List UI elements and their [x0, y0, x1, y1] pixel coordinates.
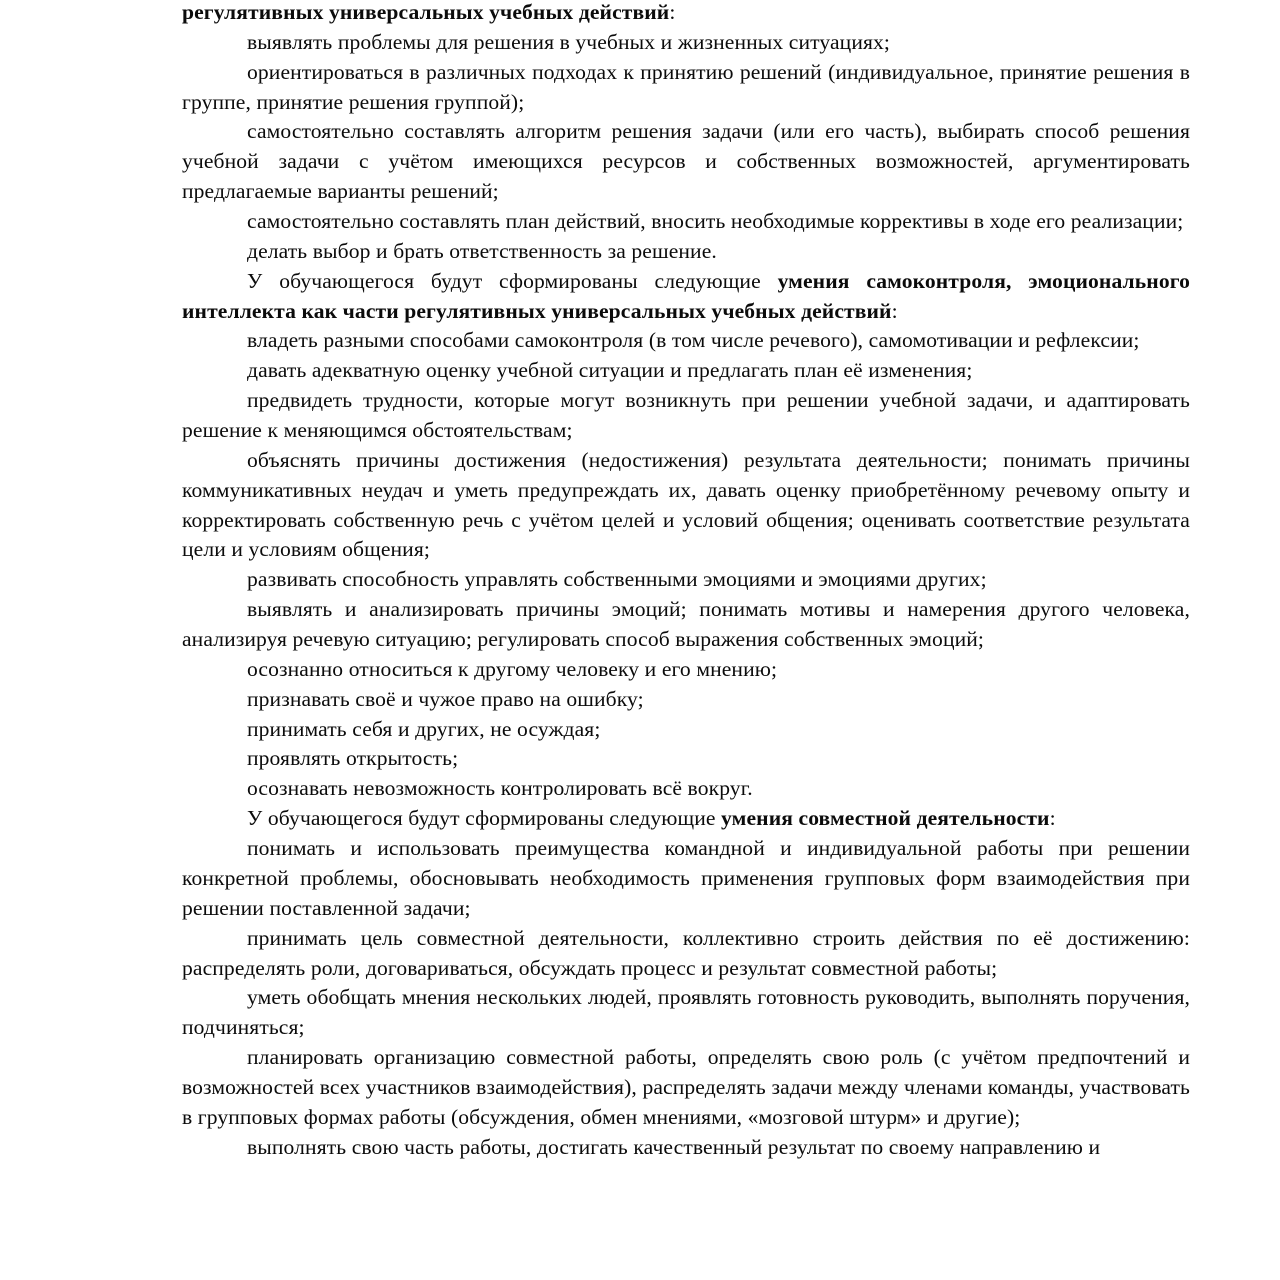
text-run: признавать своё и чужое право на ошибку; [247, 686, 644, 711]
text-run: : [669, 0, 676, 24]
text-run: предвидеть трудности, которые могут возникнуть при решении учебной задачи, и адаптировать решение к меняющимся обстоятельствам; [182, 388, 1190, 443]
paragraph [182, 28, 1190, 58]
paragraph [182, 804, 1190, 834]
text-run: давать адекватную оценку учебной ситуации и предлагать план её изменения; [247, 358, 973, 383]
text-run: владеть разными способами самоконтроля (в том числе речевого), самомотивации и рефлексии; [247, 328, 1140, 353]
bold-text-run: регулятивных универсальных учебных действий [182, 0, 670, 24]
bold-text-run: умения самоконтроля, эмоционального интеллекта как части регулятивных универсальных учебных действий [182, 268, 1190, 323]
text-run: осознавать невозможность контролировать всё вокруг. [247, 776, 753, 801]
text-run: выявлять и анализировать причины эмоций; понимать мотивы и намерения другого человека, анализируя речевую ситуацию; регулировать способ выражения собственных эмоций; [182, 597, 1190, 652]
text-run: объяснять причины достижения (недостижения) результата деятельности; понимать причины коммуникативных неудач и уметь предупреждать их, давать оценку приобретённому речевому опыту и корректировать собственную речь с учётом целей и условий общения; оценивать соответствие результата цели и условиям общения; [182, 447, 1190, 562]
text-run: развивать способность управлять собственными эмоциями и эмоциями других; [247, 567, 987, 592]
document-text [182, 0, 1190, 1163]
text-run: принимать цель совместной деятельности, коллективно строить действия по её достижению: распределять роли, договариваться, обсуждать процесс и результат совместной работы; [182, 925, 1190, 980]
text-run: осознанно относиться к другому человеку и его мнению; [247, 656, 778, 681]
paragraph [182, 117, 1190, 207]
paragraph [182, 774, 1190, 804]
text-run: самостоятельно составлять алгоритм решения задачи (или его часть), выбирать способ решения учебной задачи с учётом имеющихся ресурсов и собственных возможностей, аргументировать предлагаемые варианты решений; [182, 119, 1190, 204]
text-run: самостоятельно составлять план действий, вносить необходимые коррективы в ходе его реализации; [247, 209, 1184, 234]
bold-text-run: умения совместной деятельности [721, 806, 1050, 831]
text-run: выявлять проблемы для решения в учебных и жизненных ситуациях; [247, 29, 891, 54]
text-run: выполнять свою часть работы, достигать качественный результат по своему направлению и [247, 1134, 1101, 1159]
text-run: принимать себя и других, не осуждая; [247, 716, 601, 741]
text-run: У обучающегося будут сформированы следующие [247, 268, 778, 293]
paragraph [182, 356, 1190, 386]
paragraph [182, 386, 1190, 446]
paragraph [182, 715, 1190, 745]
text-run: делать выбор и брать ответственность за решение. [247, 238, 717, 263]
text-run: : [891, 298, 898, 323]
paragraph [182, 207, 1190, 237]
paragraph [182, 924, 1190, 984]
paragraph [182, 1043, 1190, 1133]
text-run: : [1049, 806, 1056, 831]
paragraph [182, 446, 1190, 565]
paragraph [182, 326, 1190, 356]
paragraph [182, 595, 1190, 655]
text-run: ориентироваться в различных подходах к принятию решений (индивидуальное, принятие решения в группе, принятие решения группой); [182, 59, 1190, 114]
paragraph [182, 58, 1190, 118]
paragraph [182, 237, 1190, 267]
text-run: понимать и использовать преимущества командной и индивидуальной работы при решении конкретной проблемы, обосновывать необходимость применения групповых форм взаимодействия при решении поставленной задачи; [182, 836, 1190, 920]
paragraph [182, 685, 1190, 715]
paragraph [182, 0, 1190, 28]
text-run: планировать организацию совместной работы, определять свою роль (с учётом предпочтений и возможностей всех участников взаимодействия), распределять задачи между членами команды, участвовать в групповых формах работы (обсуждения, обмен мнениями, «мозговой штурм» и другие); [182, 1045, 1190, 1129]
paragraph [182, 744, 1190, 774]
paragraph [182, 983, 1190, 1043]
paragraph [182, 834, 1190, 924]
paragraph [182, 655, 1190, 685]
text-run: уметь обобщать мнения нескольких людей, проявлять готовность руководить, выполнять поручения, подчиняться; [182, 985, 1190, 1040]
paragraph [182, 565, 1190, 595]
text-run: проявлять открытость; [247, 746, 459, 771]
text-run: У обучающегося будут сформированы следующие [247, 806, 722, 831]
paragraph [182, 1133, 1190, 1163]
paragraph [182, 267, 1190, 327]
